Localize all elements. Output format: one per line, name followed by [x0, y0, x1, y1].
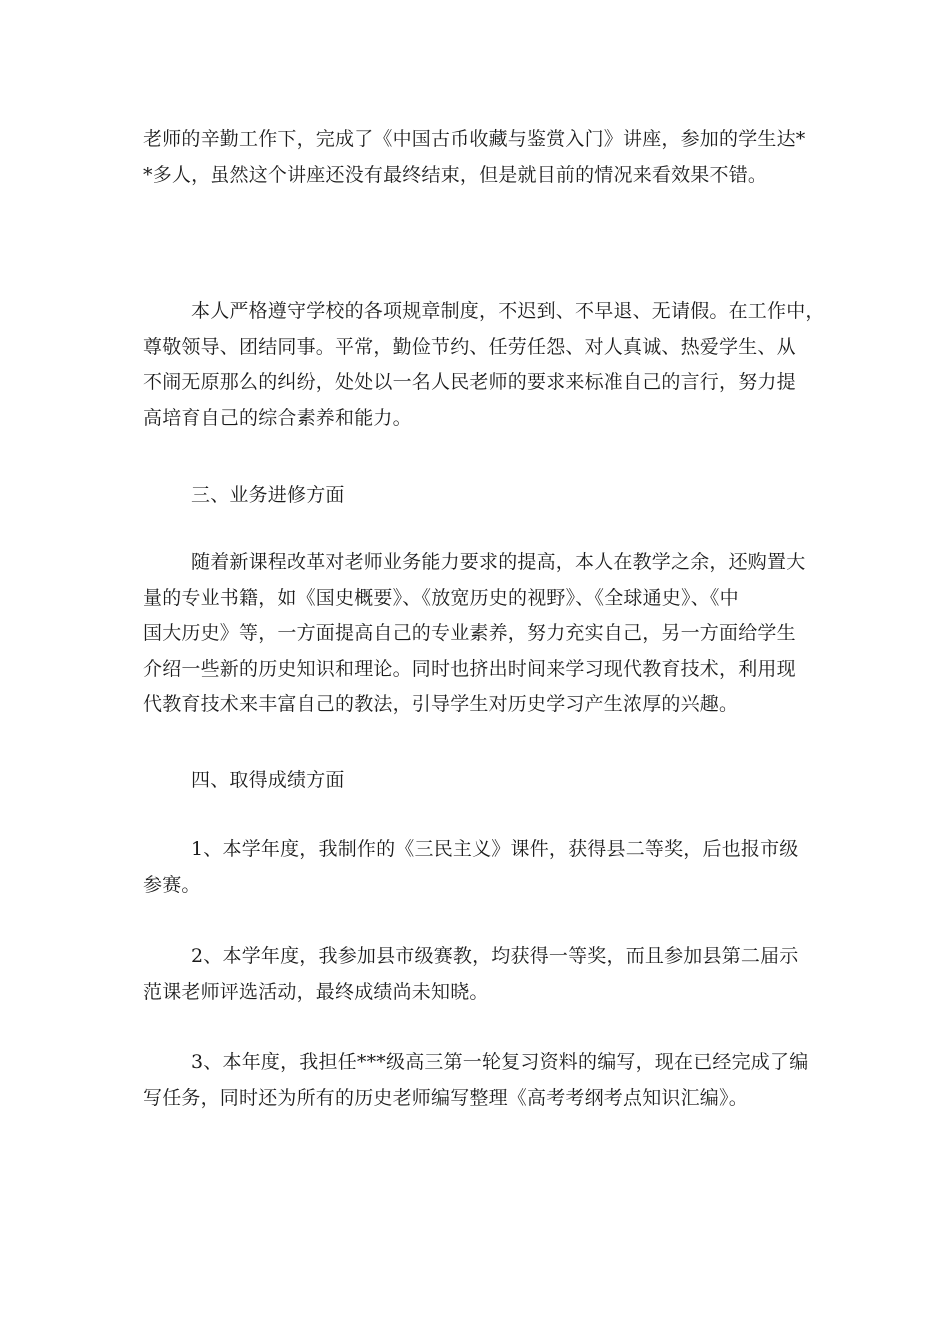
text-line: 老师的辛勤工作下，完成了《中国古币收藏与鉴赏入门》讲座，参加的学生达* [143, 128, 806, 150]
paragraph-achievement-1 [143, 832, 823, 903]
text-line: 写任务，同时还为所有的历史老师编写整理《高考考纲考点知识汇编》。 [143, 1086, 748, 1109]
text-line: 国大历史》等，一方面提高自己的专业素养，努力充实自己，另一方面给学生 [143, 622, 796, 644]
text-line: 四、取得成绩方面 [191, 769, 345, 791]
text-line: 不闹无原那么的纠纷，处处以一名人民老师的要求来标准自己的言行，努力提 [143, 371, 796, 393]
text-line: 介绍一些新的历史知识和理论。同时也挤出时间来学习现代教育技术，利用现 [143, 657, 796, 680]
text-line: 3、本年度，我担任***级高三第一轮复习资料的编写，现在已经完成了编 [191, 1051, 809, 1073]
paragraph-discipline [143, 294, 823, 436]
paragraph-achievement-2 [143, 939, 823, 1010]
text-line: 2、本学年度，我参加县市级赛教，均获得一等奖，而且参加县第二届示 [191, 945, 799, 967]
text-line: 范课老师评选活动，最终成绩尚未知晓。 [143, 980, 489, 1003]
text-line: 参赛。 [143, 873, 201, 896]
paragraph-achievement-3 [143, 1045, 823, 1116]
paragraph-lecture-summary [143, 122, 823, 193]
text-line: 本人严格遵守学校的各项规章制度，不迟到、不早退、无请假。在工作中， [191, 300, 825, 322]
text-line: 1、本学年度，我制作的《三民主义》课件，获得县二等奖，后也报市级 [191, 838, 799, 860]
paragraph-study [143, 545, 823, 723]
section-heading-4 [143, 763, 823, 799]
text-line: *多人，虽然这个讲座还没有最终结束，但是就目前的情况来看效果不错。 [143, 163, 768, 186]
text-line: 三、业务进修方面 [191, 484, 345, 506]
text-line: 随着新课程改革对老师业务能力要求的提高，本人在教学之余，还购置大 [191, 551, 806, 573]
text-line: 高培育自己的综合素养和能力。 [143, 406, 412, 429]
section-heading-3 [143, 478, 823, 514]
text-line: 代教育技术来丰富自己的教法，引导学生对历史学习产生浓厚的兴趣。 [143, 693, 739, 715]
text-line: 量的专业书籍，如《国史概要》、《放宽历史的视野》、《全球通史》、《中 [143, 586, 739, 609]
text-line: 尊敬领导、团结同事。平常，勤俭节约、任劳任怨、对人真诚、热爱学生、从 [143, 335, 796, 358]
